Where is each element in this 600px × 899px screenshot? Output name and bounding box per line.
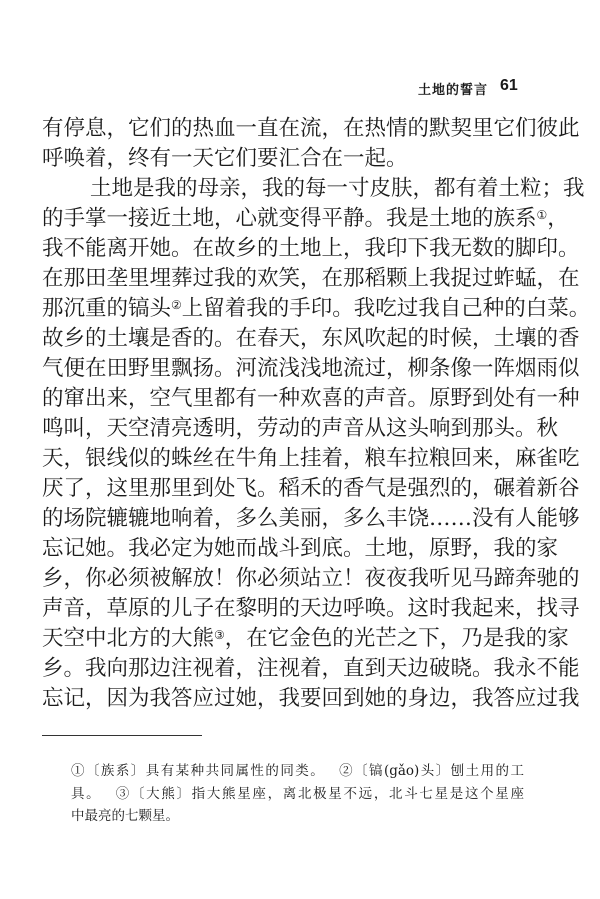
text-line <box>42 384 580 414</box>
text: 呼唤着，终有一天它们要汇合在一起。 <box>42 146 408 171</box>
text-line <box>42 624 569 654</box>
running-header <box>0 77 600 99</box>
text-line <box>42 114 580 144</box>
text-line <box>42 684 580 714</box>
text: 的窜出来，空气里都有一种欢喜的声音。原野到处有一种 <box>42 386 580 411</box>
text-line <box>42 204 569 234</box>
text: 乡，你必须被解放！你必须站立！夜夜我听见马蹄奔驰的 <box>42 566 580 591</box>
footnote-line: ①〔族系〕具有某种共同属性的同类。 ②〔镐(gǎo)头〕刨土用的工 <box>71 763 524 779</box>
text-line <box>42 594 580 624</box>
text-line <box>42 294 591 324</box>
text: 乡。我向那边注视着，注视着，直到天边破晓。我永不能 <box>42 656 580 681</box>
running-title: 土地的誓言 <box>417 83 488 98</box>
text: 土地是我的母亲，我的每一寸皮肤，都有着土粒；我 <box>90 176 585 201</box>
body-text <box>42 114 591 714</box>
text: 忘记，因为我答应过她，我要回到她的身边，我答应过我 <box>42 686 580 711</box>
text-line <box>42 534 559 564</box>
text: 在那田垄里埋葬过我的欢笑，在那稻颗上我捉过蚱蜢，在 <box>42 266 580 291</box>
text: 的场院辘辘地响着，多么美丽，多么丰饶……没有人能够 <box>42 506 580 531</box>
text-line <box>42 144 524 174</box>
text-line <box>42 414 559 444</box>
text-line <box>42 444 580 474</box>
text: 声音，草原的儿子在黎明的天边呼唤。这时我起来，找寻 <box>42 596 580 621</box>
text-line <box>42 234 580 264</box>
text: 上留着我的手印。我吃过我自己种的白菜。 <box>181 296 591 321</box>
text: 忘记她。我必定为她而战斗到底。土地，原野，我的家 <box>42 536 559 561</box>
footnote-ref-3[interactable]: ③ <box>214 628 225 642</box>
text: ，在它金色的光芒之下，乃是我的家 <box>224 626 569 651</box>
footnote-ref-1[interactable]: ① <box>536 208 548 222</box>
text-line <box>42 474 580 504</box>
text: 那沉重的镐头 <box>42 296 172 321</box>
footnote-line: 中最亮的七颗星。 <box>71 808 179 824</box>
text: 故乡的土壤是香的。在春天，东风吹起的时候，土壤的香 <box>42 326 580 351</box>
footnote-divider <box>42 735 202 736</box>
text-line <box>42 504 580 534</box>
text-line <box>42 324 580 354</box>
footnotes <box>71 760 524 828</box>
text-line <box>42 174 585 204</box>
text: 气便在田野里飘扬。河流浅浅地流过，柳条像一阵烟雨似 <box>42 356 580 381</box>
text: 鸣叫，天空清亮透明，劳动的声音从这头响到那头。秋 <box>42 416 559 441</box>
text-line <box>42 564 580 594</box>
text: ， <box>547 206 569 231</box>
text: 厌了，这里那里到处飞。稻禾的香气是强烈的，碾着新谷 <box>42 476 580 501</box>
text-line <box>42 654 580 684</box>
text: 天，银线似的蛛丝在牛角上挂着，粮车拉粮回来，麻雀吃 <box>42 446 580 471</box>
text-line <box>42 264 580 294</box>
footnote-ref-2[interactable]: ② <box>171 298 182 312</box>
text: 的手掌一接近土地，心就变得平静。我是土地的族系 <box>42 206 537 231</box>
footnote-line: 具。 ③〔大熊〕指大熊星座，离北极星不远，北斗七星是这个星座 <box>71 785 524 802</box>
page-number: 61 <box>500 77 518 94</box>
text: 我不能离开她。在故乡的土地上，我印下我无数的脚印。 <box>42 236 580 261</box>
text: 天空中北方的大熊 <box>42 626 215 651</box>
text-line <box>42 354 580 384</box>
text: 有停息，它们的热血一直在流，在热情的默契里它们彼此 <box>42 116 580 141</box>
